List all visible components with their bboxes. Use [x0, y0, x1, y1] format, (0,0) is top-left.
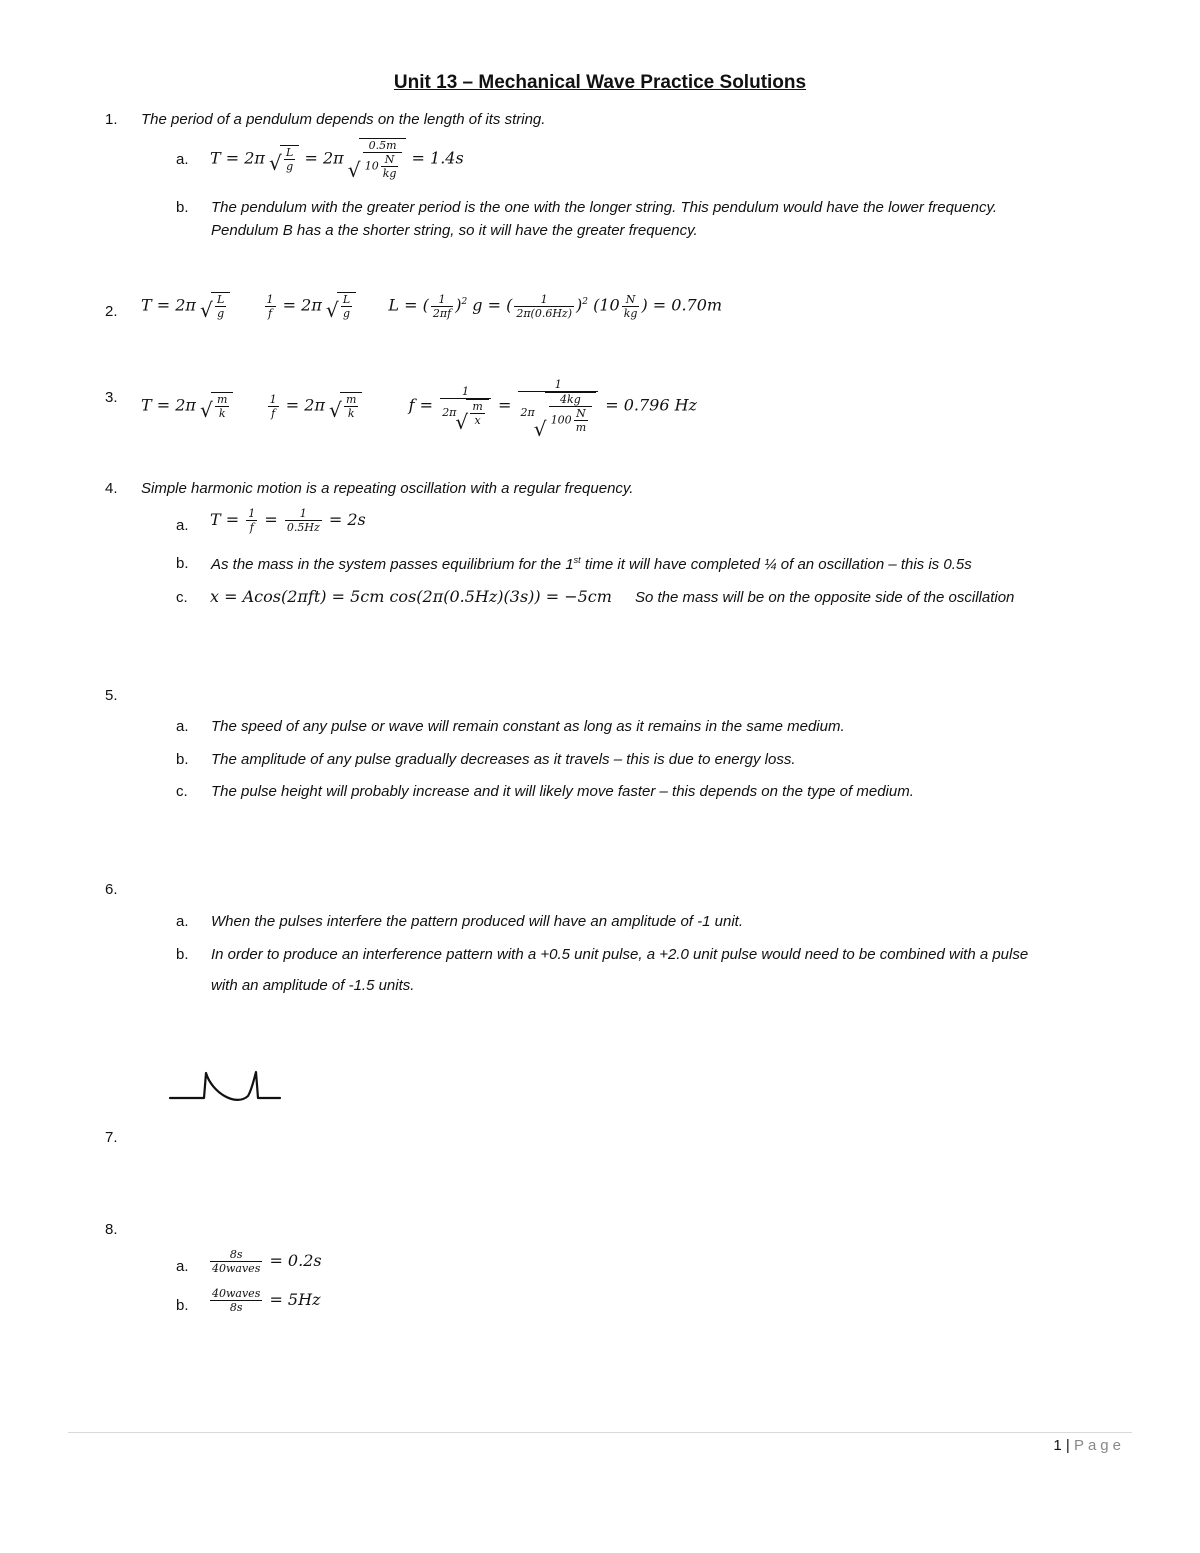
question-4c-text: So the mass will be on the opposite side of the oscillation [635, 589, 1015, 606]
question-4c-label: c. [176, 589, 188, 606]
question-6b-label: b. [176, 946, 189, 963]
page-number: 1 [1053, 1437, 1062, 1454]
question-4b-text: As the mass in the system passes equilibrium for the 1st time it will have completed ¼ of an oscillation – this is 0.5s [211, 555, 972, 573]
question-1-text: The period of a pendulum depends on the length of its string. [141, 111, 546, 128]
question-2-number: 2. [105, 303, 118, 320]
question-1a-label: a. [176, 151, 189, 168]
question-1b-line-1: The pendulum with the greater period is the one with the longer string. This pendulum would have the lower frequency. [211, 199, 998, 216]
question-4a-label: a. [176, 517, 189, 534]
question-8-number: 8. [105, 1221, 118, 1238]
question-8b-label: b. [176, 1297, 189, 1314]
question-6-number: 6. [105, 881, 118, 898]
question-8b-equation: $\frac{\text{40waves}}{8s}$ = 5Hz [212, 1287, 321, 1314]
question-6b-line-2: with an amplitude of -1.5 units. [211, 977, 415, 994]
question-8a-equation: $\frac{8s}{\text{40waves}}$ = 0.2s [212, 1248, 322, 1275]
question-6a-text: When the pulses interfere the pattern produced will have an amplitude of -1 unit. [211, 913, 743, 930]
footer-divider [68, 1432, 1132, 1433]
footer-separator: | [1065, 1437, 1070, 1454]
question-5b-text: The amplitude of any pulse gradually decreases as it travels – this is due to energy loss. [211, 751, 796, 768]
question-4b-label: b. [176, 555, 189, 572]
question-5-number: 5. [105, 687, 118, 704]
question-7-number: 7. [105, 1129, 118, 1146]
page-title: Unit 13 – Mechanical Wave Practice Solutions [393, 72, 807, 93]
question-2-equation: T = 2π √ $\frac{L}{g}$ $\frac{1}{f}$ = 2π √ $\frac{L}{g}$ L = ( $\frac{1}{2\pi f}$ )$^2$ g = ( $\frac{1}{2\pi(0.6Hz)}$ )$^2$ (10 $\frac{N}{kg}$ ) = 0.70m [141, 292, 722, 320]
question-8a-label: a. [176, 1258, 189, 1275]
page-word: Page [1073, 1437, 1125, 1454]
question-1b-line-2: Pendulum B has a the shorter string, so it will have the greater frequency. [211, 222, 698, 239]
question-1-number: 1. [105, 111, 118, 128]
question-5c-text: The pulse height will probably increase and it will likely move faster – this depends on the type of medium. [211, 783, 914, 800]
question-5a-text: The speed of any pulse or wave will remain constant as long as it remains in the same medium. [211, 718, 845, 735]
pulse-sketch [168, 1065, 284, 1105]
question-5b-label: b. [176, 751, 189, 768]
question-4a-equation: T = $\frac{1}{f}$ = $\frac{1}{0.5Hz}$ = 2s [210, 507, 366, 534]
question-4-number: 4. [105, 480, 118, 497]
question-3-number: 3. [105, 389, 118, 406]
question-1b-label: b. [176, 199, 189, 216]
question-1a-equation: T = 2π √ $\frac{L}{g}$ = 2π √ 0.5m 10 $\frac{N}{kg}$ = 1.4s [210, 138, 464, 180]
page-footer [1053, 1437, 1125, 1454]
question-4-text: Simple harmonic motion is a repeating oscillation with a regular frequency. [141, 480, 634, 497]
question-6a-label: a. [176, 913, 189, 930]
question-6b-line-1: In order to produce an interference pattern with a +0.5 unit pulse, a +2.0 unit pulse would need to be combined with a pulse [211, 946, 1029, 963]
question-5c-label: c. [176, 783, 188, 800]
question-5a-label: a. [176, 718, 189, 735]
question-4c-equation: x = Acos(2πft) = 5cm cos(2π(0.5Hz)(3s)) = −5cm [210, 587, 612, 606]
question-3-equation: T = 2π √ $\frac{m}{k}$ $\frac{1}{f}$ = 2π √ $\frac{m}{k}$ f = 1 2π √ $\frac{m}{x}$ = 1 2π √ 4kg 100 $\frac{N}{m}$ = 0.796 Hz [141, 378, 697, 434]
